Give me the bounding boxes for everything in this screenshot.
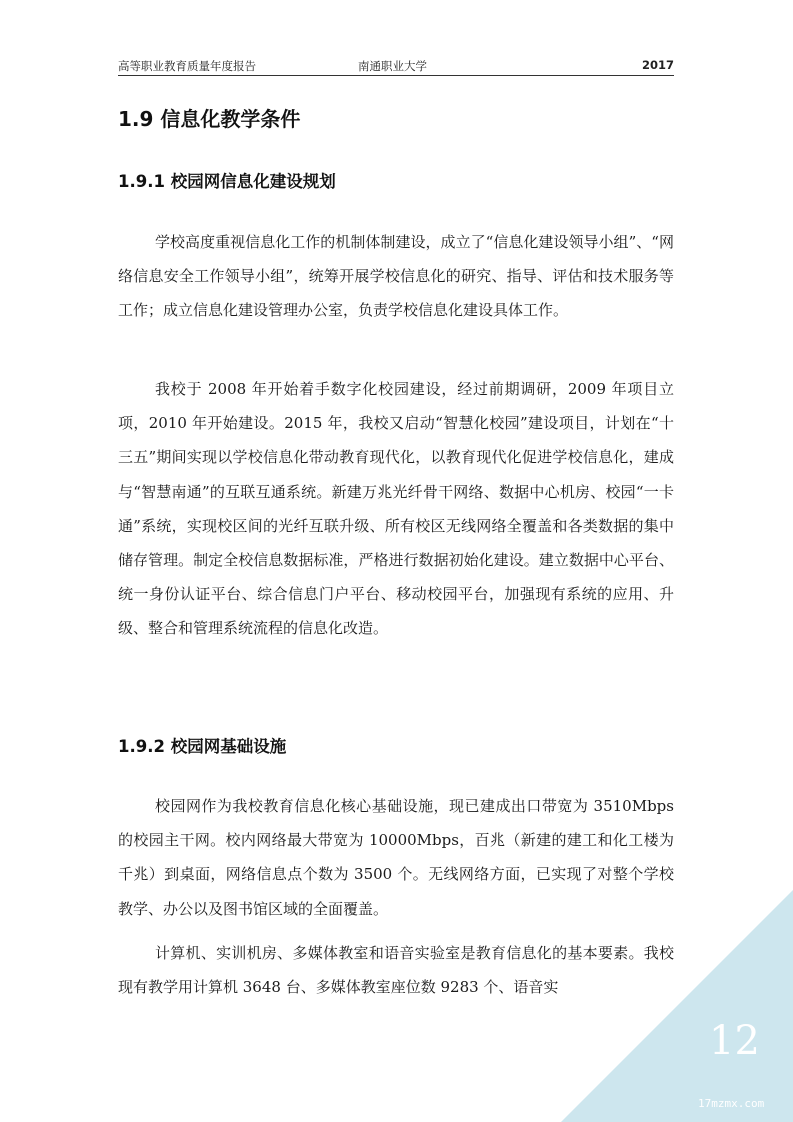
page-number: 12 [709, 1018, 760, 1064]
page-header [118, 56, 674, 76]
paragraph-4: 计算机、实训机房、多媒体教室和语音实验室是教育信息化的基本要素。我校现有教学用计算机 3648 台、多媒体教室座位数 9283 个、语音实 [118, 944, 674, 997]
section-title: 1.9 信息化教学条件 [118, 107, 301, 131]
paragraph-2: 我校于 2008 年开始着手数字化校园建设，经过前期调研，2009 年项目立项，2010 年开始建设。2015 年，我校又启动“智慧化校园”建设项目，计划在“十三五”期间实现以学校信息化带动教育现代化，以教育现代化促进学校信息化，建成与“智慧南通”的互联互通系统。新建万兆光纤骨干网络、数据中心机房、校园“一卡通”系统，实现校区间的光纤互联升级、所有校区无线网络全覆盖和各类数据的集中储存管理。制定全校信息数据标准，严格进行数据初始化建设。建立数据中心平台、统一身份认证平台、综合信息门户平台、移动校园平台，加强现有系统的应用、升级、整合和管理系统流程的信息化改造。 [118, 380, 674, 638]
corner-decoration [561, 890, 793, 1122]
paragraph-3: 校园网作为我校教育信息化核心基础设施，现已建成出口带宽为 3510Mbps 的校园主干网。校内网络最大带宽为 10000Mbps，百兆（新建的建工和化工楼为千兆）到桌面，网络信息点个数为 3500 个。无线网络方面，已实现了对整个学校教学、办公以及图书馆区域的全面覆盖。 [118, 797, 674, 918]
header-year: 2017 [641, 58, 674, 72]
header-divider [118, 75, 674, 76]
header-school-name: 南通职业大学 [358, 59, 427, 73]
paragraph-1: 学校高度重视信息化工作的机制体制建设，成立了“信息化建设领导小组”、“网络信息安全工作领导小组”，统筹开展学校信息化的研究、指导、评估和技术服务等工作；成立信息化建设管理办公室，负责学校信息化建设具体工作。 [118, 233, 674, 320]
header-report-title: 高等职业教育质量年度报告 [118, 59, 256, 73]
subsection-title-1: 1.9.1 校园网信息化建设规划 [118, 172, 336, 191]
watermark-text: 17mzmx.com [698, 1097, 765, 1110]
subsection-title-2: 1.9.2 校园网基础设施 [118, 737, 287, 756]
